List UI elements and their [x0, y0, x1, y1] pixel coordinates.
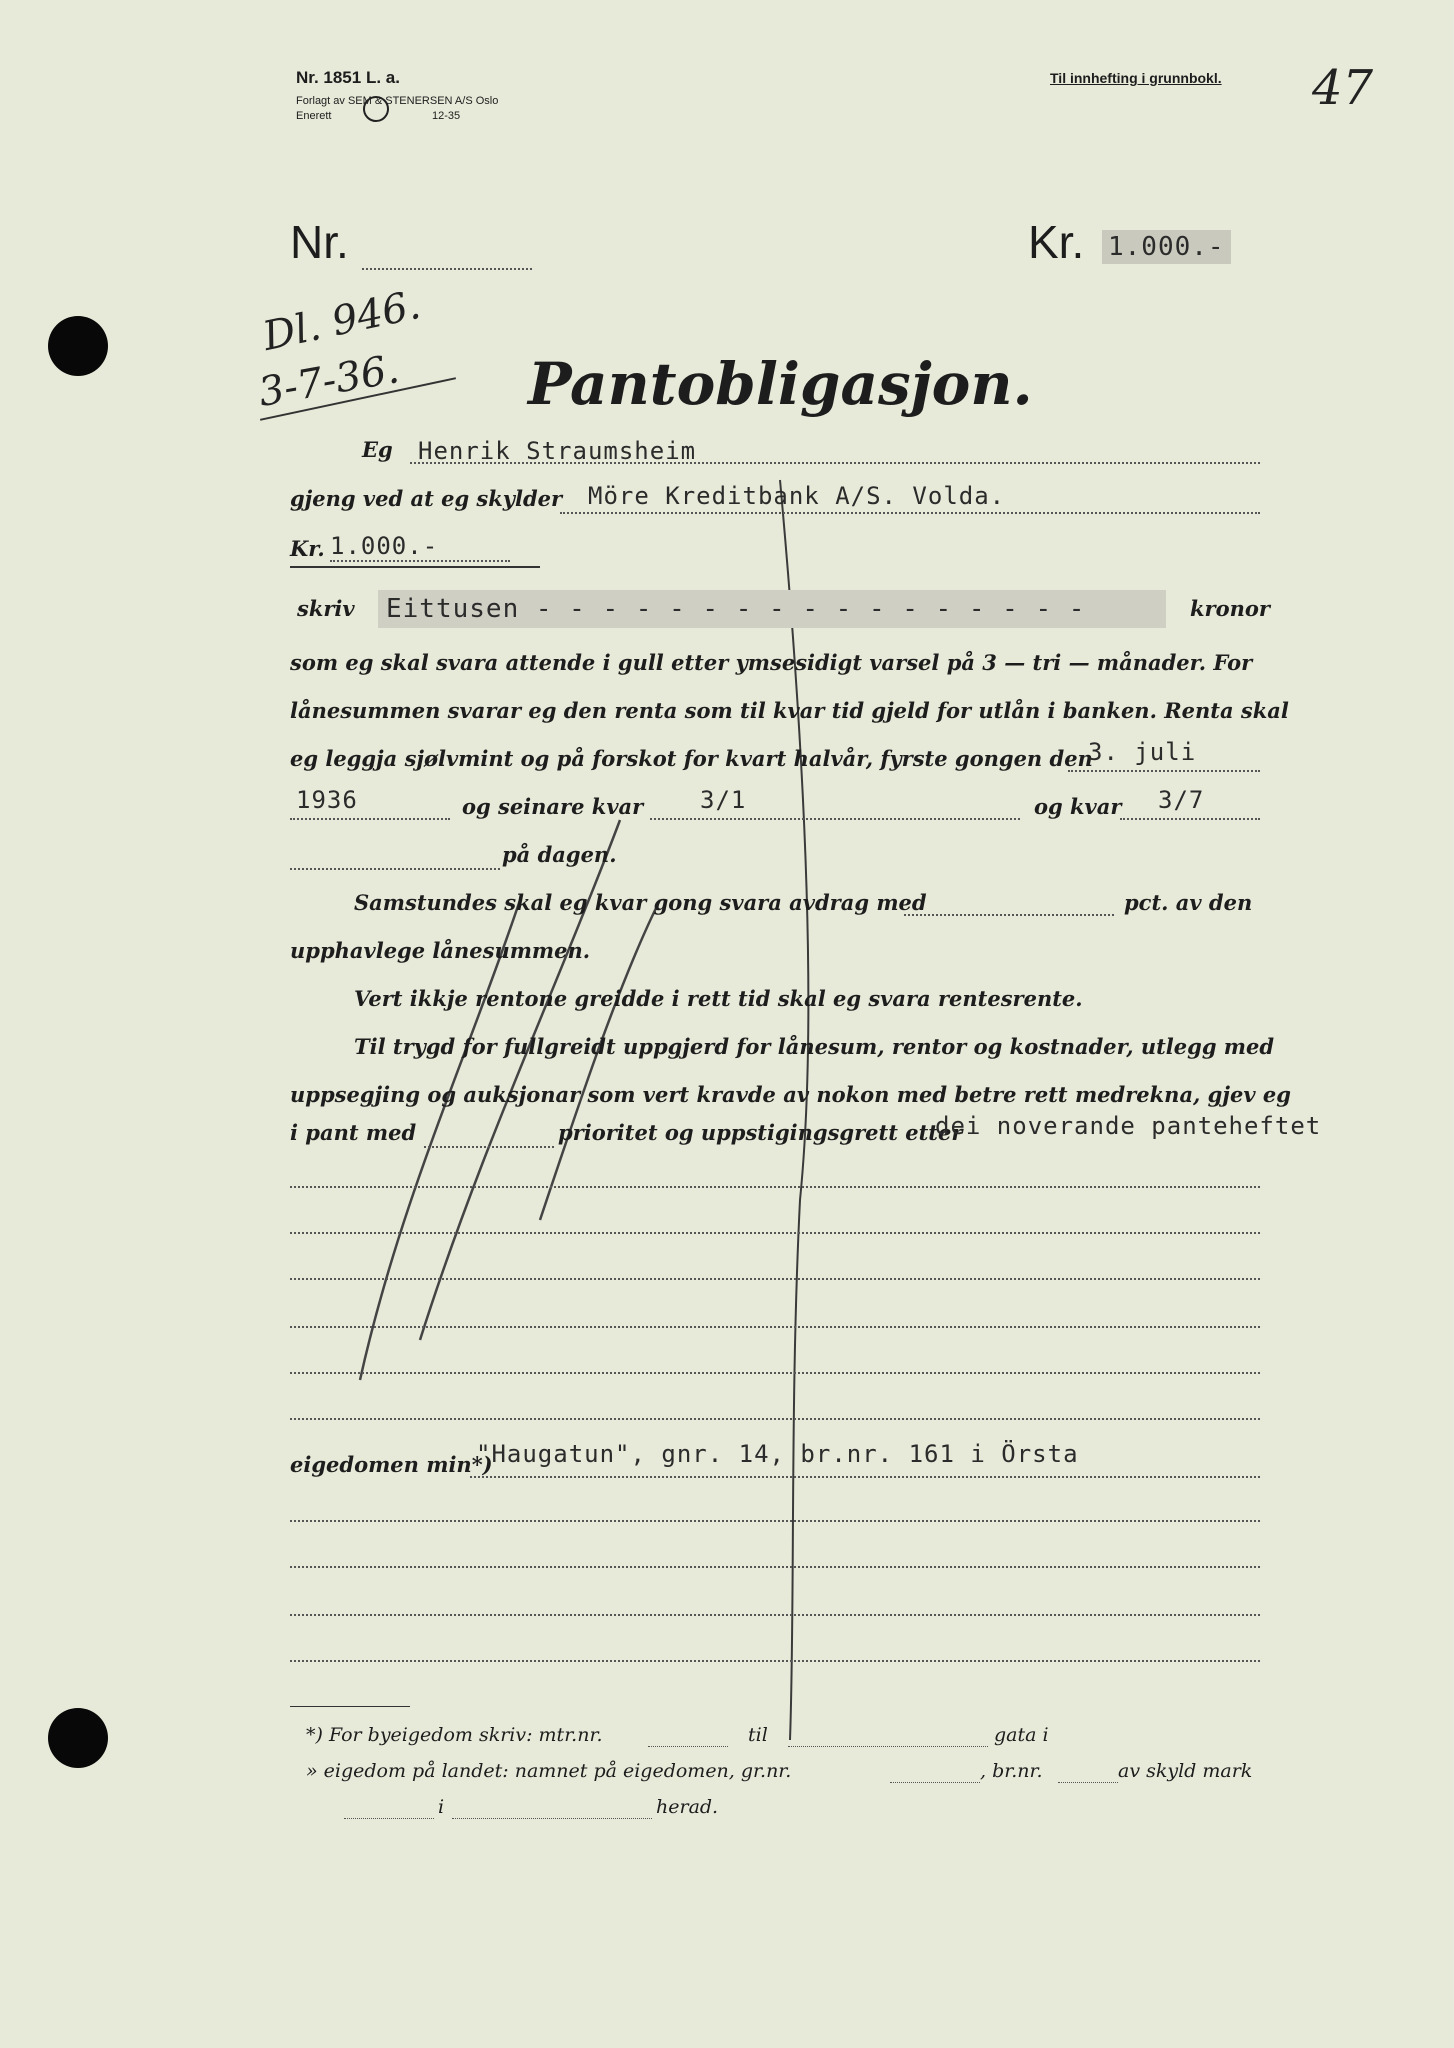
- later-date-1: 3/1: [700, 786, 747, 814]
- kr-label: Kr.: [1028, 216, 1085, 268]
- later-date-2: 3/7: [1158, 786, 1205, 814]
- penalty-interest-line: Vert ikkje rentone greidde i rett tid skal eg svara rentesrente.: [354, 986, 1083, 1011]
- interest-terms-line: lånesummen svarar eg den renta som til kvar tid gjeld for utlån i banken. Renta skal: [290, 698, 1289, 723]
- installment-line-a: Samstundes skal eg kvar gong svara avdrag med: [354, 890, 927, 915]
- kr-amount: 1.000.-: [1102, 230, 1231, 264]
- publisher-line: Forlagt av SEM & STENERSEN A/S Oslo: [296, 95, 499, 107]
- kronor-label: kronor: [1190, 596, 1270, 621]
- security-line-1: Til trygd for fullgreidt uppgjerd for lånesum, rentor og kostnader, utlegg med: [354, 1034, 1275, 1059]
- amount-in-words: Eittusen - - - - - - - - - - - - - - - - -: [378, 590, 1166, 628]
- debtor-name: Henrik Straumsheim: [418, 437, 697, 465]
- footnote-row1-a: *) For byeigedom skriv: mtr.nr.: [306, 1724, 603, 1746]
- interest-payment-line: eg leggja sjølvmint og på forskot for kvart halvår, fyrste gongen den: [290, 746, 1093, 771]
- priority-label: prioritet og uppstigingsgrett etter: [558, 1120, 963, 1145]
- owes-label: gjeng ved at eg skylder: [290, 486, 563, 511]
- repayment-terms-line: som eg skal svara attende i gull etter ymsesidigt varsel på 3 — tri — månader. For: [290, 650, 1253, 675]
- form-number: Nr. 1851 L. a.: [296, 68, 400, 87]
- security-line-2: uppsegjing og auksjonar som vert kravde av nokon med betre rett medrekna, gjev eg: [290, 1082, 1291, 1107]
- on-day-label: på dagen.: [502, 842, 617, 867]
- installment-line-c: upphavlege lånesummen.: [290, 938, 591, 963]
- kr-line-label: Kr.: [290, 536, 325, 561]
- skriv-label: skriv: [297, 596, 355, 621]
- pant-label: i pant med: [290, 1120, 417, 1145]
- doc-date-stamp: 3-7-36.: [255, 346, 403, 416]
- page-number: 47: [1312, 60, 1374, 116]
- property-description: "Haugatun", gnr. 14, br.nr. 161 i Örsta: [476, 1440, 1079, 1468]
- later-label: og seinare kvar: [462, 794, 644, 819]
- first-payment-year: 1936: [296, 786, 358, 814]
- footnote-row1-b: til: [748, 1724, 768, 1746]
- and-label: og kvar: [1034, 794, 1122, 819]
- document-title: Pantobligasjon.: [528, 350, 1033, 418]
- footnote-row2-c: av skyld mark: [1118, 1760, 1253, 1782]
- copyright-line: Enerett: [296, 110, 332, 122]
- edition-code: 12-35: [432, 110, 461, 122]
- first-payment-date: 3. juli: [1088, 738, 1197, 766]
- eg-label: Eg: [362, 437, 393, 462]
- priority-value: dei noverande panteheftet: [935, 1112, 1322, 1140]
- doc-number-stamp: Dl. 946.: [258, 281, 425, 361]
- footnote-row2-b: , br.nr.: [980, 1760, 1043, 1782]
- publisher-logo: [362, 95, 390, 123]
- creditor-name: Möre Kreditbank A/S. Volda.: [588, 482, 1006, 510]
- footnote-row3-b: herad.: [656, 1796, 719, 1818]
- nr-label: Nr.: [290, 216, 349, 268]
- footnote-row1-c: gata i: [994, 1724, 1049, 1746]
- footnote-row2-a: » eigedom på landet: namnet på eigedomen, gr.nr.: [306, 1760, 792, 1782]
- installment-line-b: pct. av den: [1124, 890, 1253, 915]
- kr-line-amount: 1.000.-: [330, 532, 439, 560]
- footnote-row3-a: i: [438, 1796, 445, 1818]
- property-label: eigedomen min*): [290, 1452, 493, 1477]
- filing-note: Til innhefting i grunnbokl.: [1050, 70, 1222, 86]
